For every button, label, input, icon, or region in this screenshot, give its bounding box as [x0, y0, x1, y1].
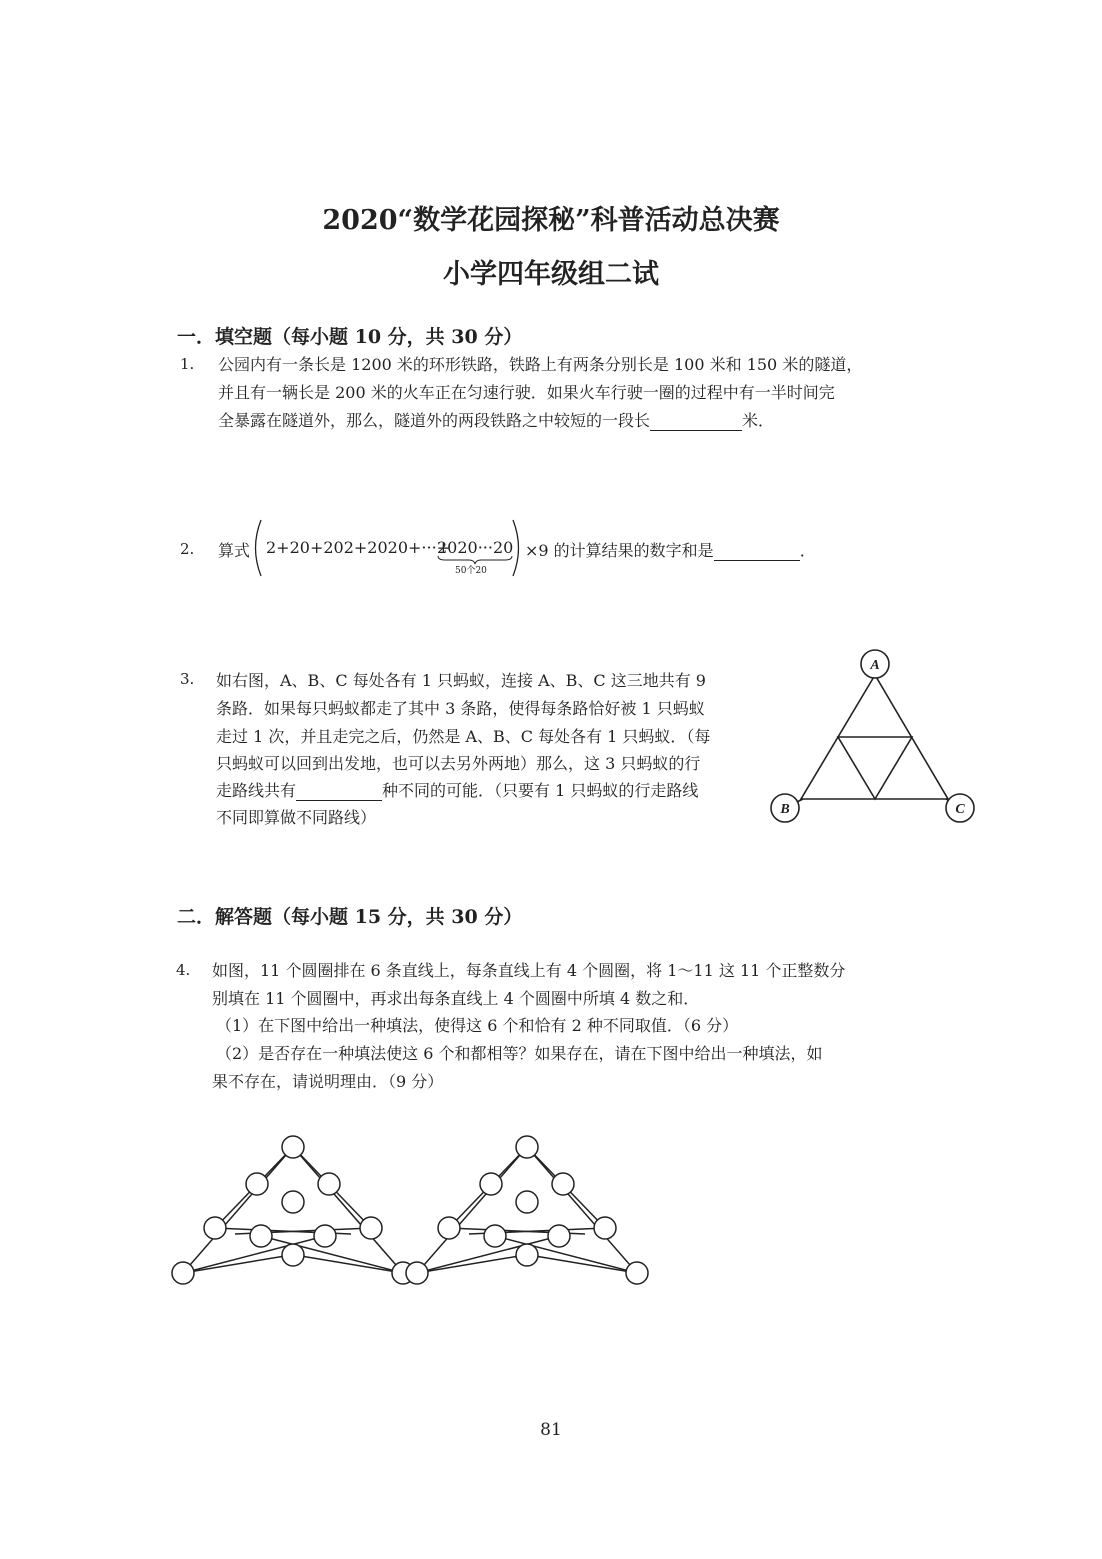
q1-line2: 并且有一辆长是 200 米的火车正在匀速行驶．如果火车行驶一圈的过程中有一半时间完	[218, 383, 835, 402]
q4-figure-left	[172, 1136, 414, 1284]
q1-answer-blank[interactable]	[650, 411, 742, 431]
q3-line3: 走过 1 次，并且走完之后，仍然是 A、B、C 每处各有 1 只蚂蚁．（每	[216, 727, 711, 746]
q4-line4: （2）是否存在一种填法使这 6 个和都相等？如果存在，请在下图中给出一种填法，如	[216, 1044, 823, 1063]
page-subtitle: 小学四年级组二试	[443, 259, 659, 290]
page-title: 2020“数学花园探秘”科普活动总决赛	[322, 205, 780, 236]
q4-number: 4.	[176, 961, 191, 979]
q4-line3: （1）在下图中给出一种填法，使得这 6 个和恰有 2 种不同取值．（6 分）	[216, 1016, 739, 1035]
section1-heading: 一．填空题（每小题 10 分，共 30 分）	[177, 326, 523, 348]
q4-line5: 果不存在，请说明理由．（9 分）	[212, 1072, 444, 1091]
q3-number: 3.	[180, 670, 195, 688]
q3-answer-blank[interactable]	[296, 781, 382, 801]
q3-line6: 不同即算做不同路线）	[216, 808, 377, 827]
q4-figure-right	[406, 1136, 648, 1284]
page-number: 81	[540, 1420, 562, 1440]
q1-number: 1.	[180, 355, 195, 373]
q2-left-paren	[248, 518, 264, 578]
q2-number-label: 2.	[180, 540, 195, 558]
q4-figures	[160, 1125, 660, 1295]
q2-suffix	[525, 538, 816, 561]
q4-line1: 如图，11 个圆圈排在 6 条直线上，每条直线上有 4 个圆圈，将 1～11 这 11 个正整数分	[212, 961, 846, 980]
q1-line3	[218, 408, 774, 431]
inner-triangle	[838, 737, 912, 799]
q2-prefix: 算式	[218, 541, 251, 560]
q2-last-term: 2020···20	[437, 538, 514, 557]
q3-line1: 如右图，A、B、C 每处各有 1 只蚂蚁，连接 A、B、C 这三地共有 9	[216, 671, 706, 690]
q1-line3-after: 米．	[742, 411, 775, 430]
q2-expression: 2+20+202+2020+···+	[266, 538, 451, 557]
q2-suffix-text: ×9 的计算结果的数字和是	[525, 541, 714, 560]
q4-line2: 别填在 11 个圆圈中，再求出每条直线上 4 个圆圈中所填 4 数之和．	[212, 989, 700, 1008]
q2-end: ．	[799, 541, 816, 560]
q2-right-paren	[510, 518, 526, 578]
q3-line4: 只蚂蚁可以回到出发地，也可以去另外两地）那么，这 3 只蚂蚁的行	[216, 754, 701, 773]
q3-line5	[216, 778, 698, 801]
q1-line1: 公园内有一条长是 1200 米的环形铁路，铁路上有两条分别长是 100 米和 150 米的隧道，	[218, 355, 863, 374]
q3-triangle-figure	[768, 645, 982, 830]
q1-line3-before: 全暴露在隧道外，那么，隧道外的两段铁路之中较短的一段长	[218, 411, 651, 430]
node-b-label: B	[780, 802, 790, 817]
q2-underbrace-label: 50个20	[455, 566, 487, 576]
q3-line2: 条路．如果每只蚂蚁都走了其中 3 条路，使得每条路恰好被 1 只蚂蚁	[216, 699, 705, 718]
section2-heading: 二．解答题（每小题 15 分，共 30 分）	[177, 906, 523, 928]
node-a-label: A	[870, 658, 880, 673]
q2-answer-blank[interactable]	[714, 541, 800, 561]
q3-line5-after: 种不同的可能．（只要有 1 只蚂蚁的行走路线	[382, 781, 699, 800]
q3-line5-before: 走路线共有	[216, 781, 297, 800]
node-c-label: C	[955, 802, 965, 817]
